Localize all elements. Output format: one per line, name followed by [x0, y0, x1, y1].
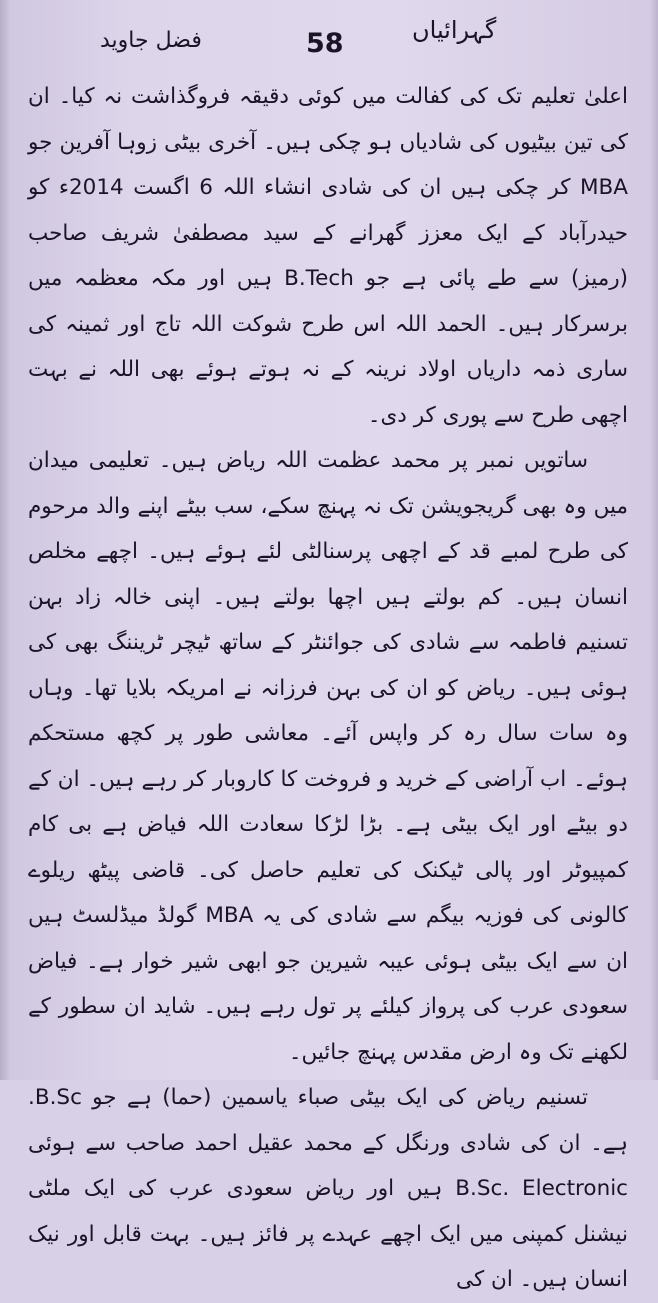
header-author: فضل جاوید: [100, 28, 202, 53]
page-edge-shadow-left: [0, 0, 10, 1080]
paragraph-2: ساتویں نمبر پر محمد عظمت اللہ ریاض ہیں۔ تعلیمی میدان میں وہ بھی گریجویشن تک نہ پہنچ سکے، سب بیٹے اپنے والد مرحوم کی طرح لمبے قد کے اچھی پرسنالٹی لئے ہوئے ہیں۔ اچھے مخلص انسان ہیں۔ کم بولتے ہیں اچھا بولتے ہیں۔ اپنی خالہ زاد بہن تسنیم فاطمہ سے شادی کی جوائنٹر کے ساتھ ٹیچر ٹریننگ بھی کی ہوئی ہیں۔ ریاض کو ان کی بہن فرزانہ نے امریکہ بلایا تھا۔ وہاں وہ سات سال رہ کر واپس آئے۔ معاشی طور پر کچھ مستحکم ہوئے۔ اب آراضی کے خرید و فروخت کا کاروبار کر رہے ہیں۔ ان کے دو بیٹے اور ایک بیٹی ہے۔ بڑا لڑکا سعادت اللہ فیاض ہے بی کام کمپیوٹر اور پالی ٹیکنک کی تعلیم حاصل کی۔ قاضی پیٹھ ریلوے کالونی کی فوزیہ بیگم سے شادی کی یہ MBA گولڈ میڈلسٹ ہیں ان سے ایک بیٹی ہوئی عیبہ شیرین جو ابھی شیر خوار ہے۔ فیاض سعودی عرب کی پرواز کیلئے پر تول رہے ہیں۔ شاید ان سطور کے لکھنے تک وہ ارض مقدس پہنچ جائیں۔: [28, 448, 629, 1065]
page-number: 58: [306, 28, 344, 59]
page-header: [0, 6, 658, 66]
header-book-title: گہرائیاں: [412, 16, 497, 44]
paragraph-3: تسنیم ریاض کی ایک بیٹی صباء یاسمین (حما) ہے جو B.Sc. ہے۔ ان کی شادی ورنگل کے محمد عقیل احمد صاحب سے ہوئی B.Sc. Electronic ہیں اور ریاض سعودی عرب کی ایک ملٹی نیشنل کمپنی میں ایک اچھے عہدے پر فائز ہیں۔ بہت قابل اور نیک انسان ہیں۔ ان کی: [28, 1085, 628, 1292]
paragraph-1: اعلیٰ تعلیم تک کی کفالت میں کوئی دقیقہ فروگذاشت نہ کیا۔ ان کی تین بیٹیوں کی شادیاں ہو چکی ہیں۔ آخری بیٹی زوہا آفرین جو MBA کر چکی ہیں ان کی شادی انشاء اللہ 6 اگست 2014ء کو حیدرآباد کے ایک معزز گھرانے کے سید مصطفیٰ شریف صاحب (رمیز) سے طے پائی ہے جو B.Tech ہیں اور مکہ معظمہ میں برسرکار ہیں۔ الحمد اللہ اس طرح شوکت اللہ تاج اور ثمینہ کی ساری ذمہ داریاں اولاد نرینہ کے نہ ہوتے ہوئے بھی اللہ نے بہت اچھی طرح سے پوری کر دی۔: [28, 84, 628, 428]
page-edge-shadow-right: [650, 0, 658, 1080]
body-text: [28, 74, 628, 1303]
